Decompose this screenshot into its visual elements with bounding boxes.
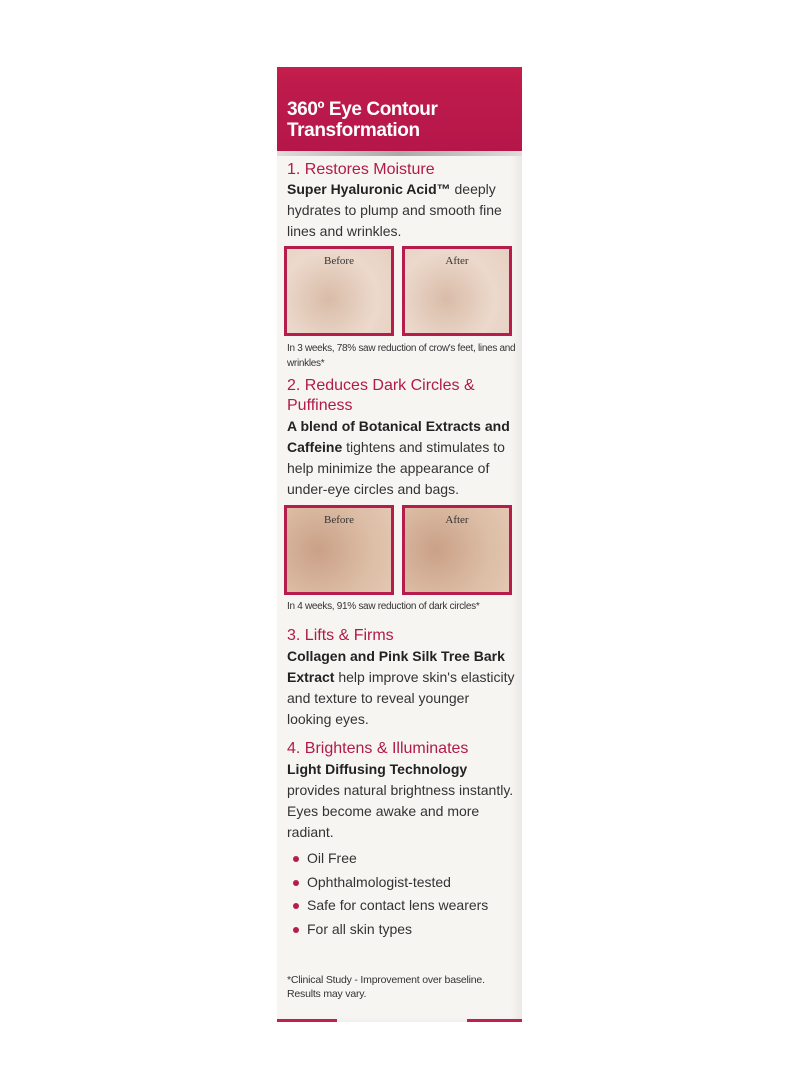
before-photo-2 xyxy=(284,505,394,595)
feature-item: Safe for contact lens wearers xyxy=(287,894,488,918)
section3-body xyxy=(287,646,517,730)
after-label: After xyxy=(445,255,469,267)
after-photo-2 xyxy=(402,505,512,595)
section4-body xyxy=(287,759,517,843)
section3-bold: Collagen and Pink Silk Tree Bark Extract xyxy=(287,648,505,685)
footnote: *Clinical Study - Improvement over baseline. Results may vary. xyxy=(287,974,485,1000)
section4-heading: 4. Brightens & Illuminates xyxy=(287,740,469,757)
section3-heading: 3. Lifts & Firms xyxy=(287,627,394,644)
feature-item: For all skin types xyxy=(287,918,488,942)
section1-text: deeply hydrates to plump and smooth fine lines and wrinkles. xyxy=(287,181,502,239)
feature-item: Oil Free xyxy=(287,847,488,871)
section1-heading: 1. Restores Moisture xyxy=(287,161,435,178)
title-line1: 360º Eye Contour xyxy=(287,99,438,120)
product-box-side xyxy=(277,67,522,1022)
section2-body xyxy=(287,416,517,500)
section1-caption: In 3 weeks, 78% saw reduction of crow's feet, lines and wrinkles* xyxy=(287,343,516,369)
header-band xyxy=(277,73,522,151)
section1-bold: Super Hyaluronic Acid™ xyxy=(287,181,451,197)
section1-body xyxy=(287,179,517,242)
section3-text: help improve skin's elasticity and texture to reveal younger looking eyes. xyxy=(287,669,515,727)
before-label: Before xyxy=(324,514,354,526)
after-label: After xyxy=(445,514,469,526)
section4-bold: Light Diffusing Technology xyxy=(287,761,468,777)
bottom-edge-right xyxy=(467,1019,522,1022)
section2-heading xyxy=(287,376,475,416)
title-line2: Transformation xyxy=(287,120,420,141)
feature-list xyxy=(287,847,488,941)
before-label: Before xyxy=(324,255,354,267)
before-photo-1 xyxy=(284,246,394,336)
section2-heading-line2: Puffiness xyxy=(287,397,353,414)
after-photo-1 xyxy=(402,246,512,336)
section2-caption: In 4 weeks, 91% saw reduction of dark circles* xyxy=(287,601,480,612)
divider-strip xyxy=(277,151,522,156)
feature-item: Ophthalmologist-tested xyxy=(287,871,488,895)
section2-bold: A blend of Botanical Extracts and Caffeine xyxy=(287,418,510,455)
section2-heading-line1: 2. Reduces Dark Circles & xyxy=(287,377,475,394)
title xyxy=(287,99,437,141)
section4-text: provides natural brightness instantly. Eyes become awake and more radiant. xyxy=(287,782,514,840)
section2-text: tightens and stimulates to help minimize the appearance of under-eye circles and bags. xyxy=(287,439,505,497)
bottom-edge-left xyxy=(277,1019,337,1022)
